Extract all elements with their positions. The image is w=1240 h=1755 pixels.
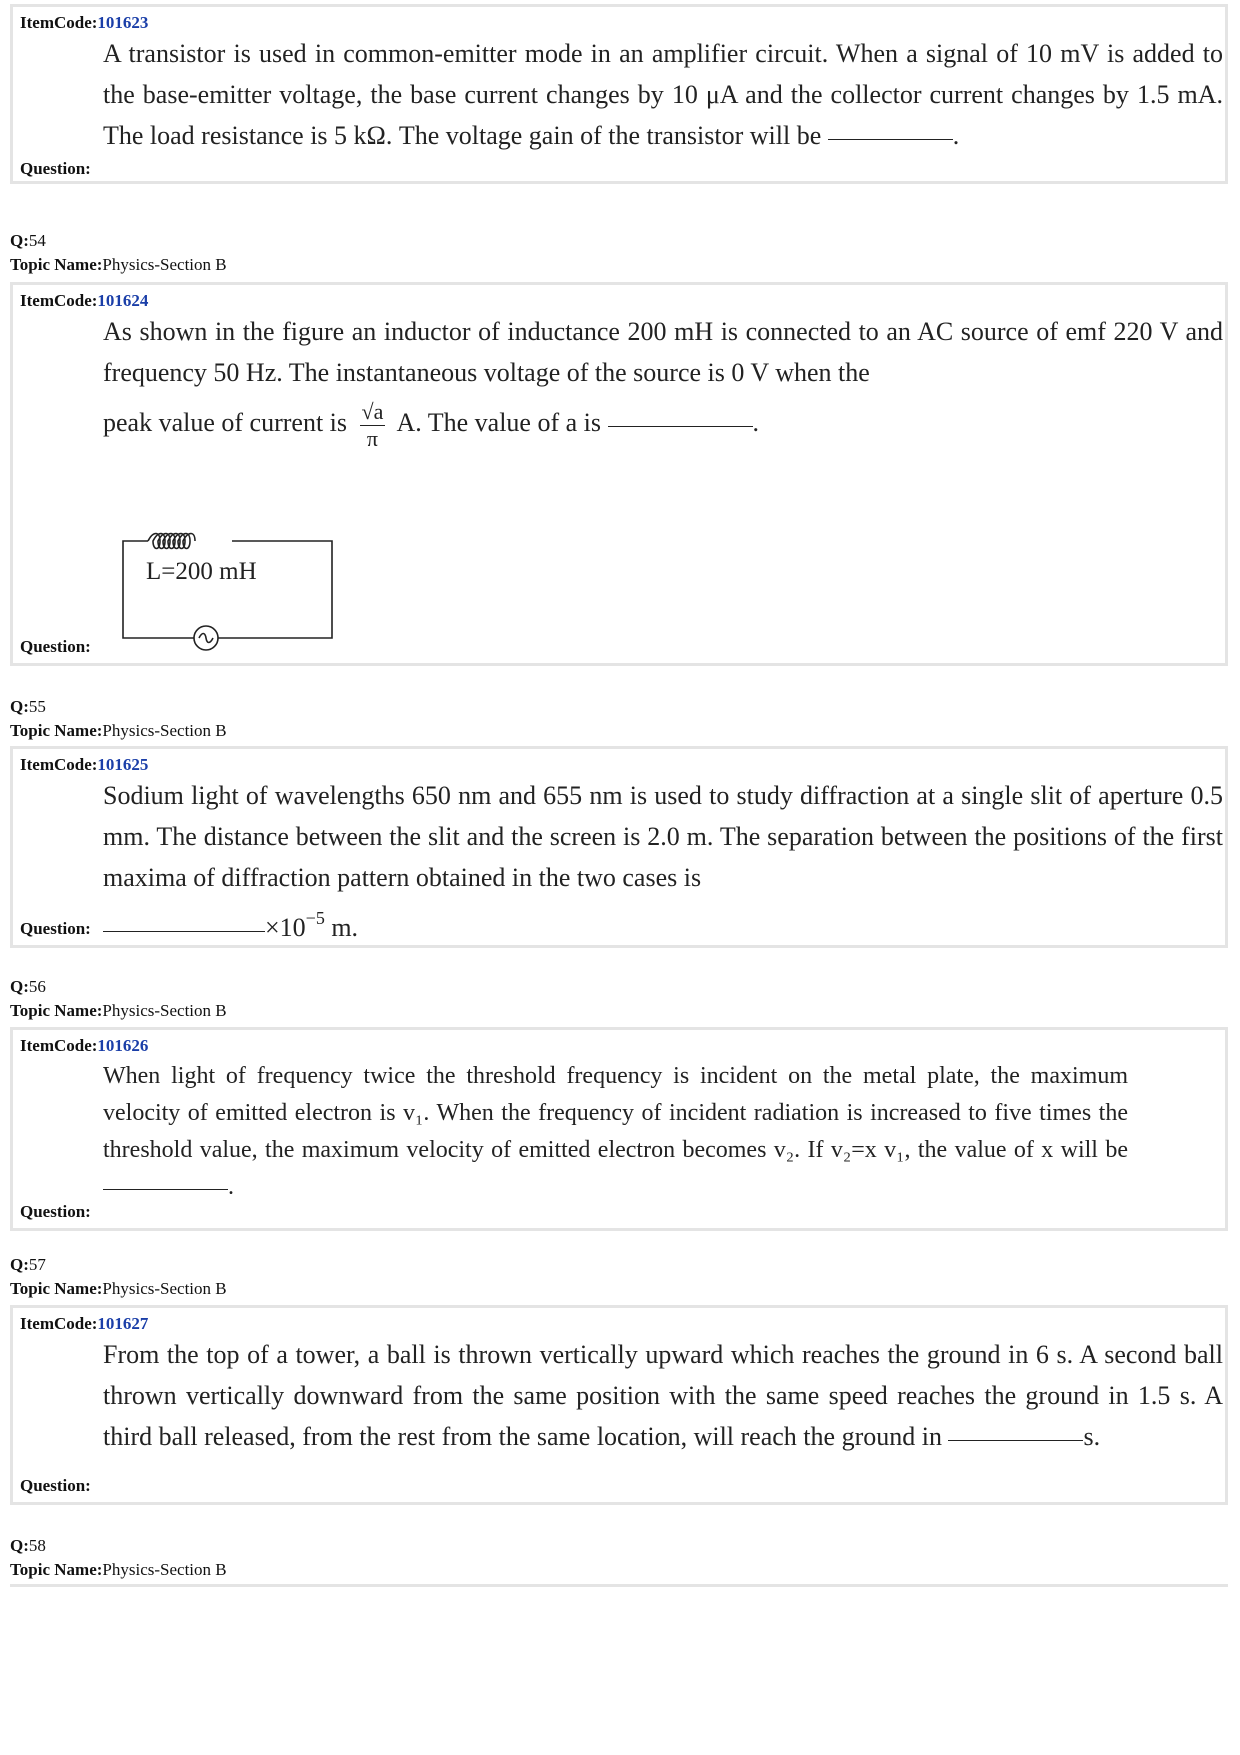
- question-tail: $\times 10^{-5}$ m.: [103, 898, 1223, 948]
- question-text: Sodium light of wavelengths 650 nm and 655 nm is used to study diffraction at a single slit of aperture 0.5 mm. The distance between the slit and the screen is 2.0 m. The separation between the positions of the first maxima of diffraction pattern obtained in the two cases is: [103, 781, 1223, 892]
- item-code: ItemCode:101624: [20, 291, 149, 310]
- question-text: From the top of a tower, a ball is thrown vertically upward which reaches the ground in 6 s. A second ball thrown vertically downward from the same position with the same speed reaches the ground in 1.5 s. A third ball released, from the rest from the same location, will reach the ground in s.: [103, 1340, 1223, 1451]
- question-header: Q:55 Topic Name:Physics-Section B: [10, 697, 227, 740]
- question-card: [10, 1027, 1228, 1231]
- question-label: Question:: [20, 1202, 91, 1221]
- question-header: Q:58 Topic Name:Physics-Section B: [10, 1536, 227, 1579]
- question-header: Q:54 Topic Name:Physics-Section B: [10, 231, 227, 274]
- item-code: ItemCode:101623: [20, 13, 149, 32]
- question-card: [10, 746, 1228, 948]
- item-code: ItemCode:101626: [20, 1036, 149, 1055]
- question-card: [10, 282, 1228, 666]
- inductor-label: L=200 mH: [146, 558, 257, 585]
- question-text-line: peak value of current is $\frac{√a}{\pi}$ A. The value of a is .: [103, 398, 760, 451]
- question-text: As shown in the figure an inductor of inductance 200 mH is connected to an AC source of emf 220 V and frequency 50 Hz. The instantaneous voltage of the source is 0 V when the: [103, 317, 1223, 387]
- item-code: ItemCode:101627: [20, 1314, 149, 1333]
- circuit-figure: [113, 528, 343, 658]
- question-card: [10, 4, 1228, 184]
- question-label: Question:: [20, 1476, 91, 1495]
- question-label: Question:: [20, 919, 91, 938]
- question-header: Q:56 Topic Name:Physics-Section B: [10, 977, 227, 1020]
- item-code: ItemCode:101625: [20, 755, 149, 774]
- fraction: $\frac{√a}{\pi}$: [361, 398, 384, 451]
- question-card: [10, 1305, 1228, 1505]
- question-text: When light of frequency twice the threshold frequency is incident on the metal plate, the maximum velocity of emitted electron is v₁. When the frequency of incident radiation is increased to five times the threshold value, the maximum velocity of emitted electron becomes v₂. If v₂=x v₁, the value of x will be .: [103, 1063, 1128, 1200]
- divider: [10, 1584, 1228, 1587]
- question-header: Q:57 Topic Name:Physics-Section B: [10, 1255, 227, 1298]
- question-label: Question:: [20, 637, 91, 656]
- question-text: A transistor is used in common-emitter mode in an amplifier circuit. When a signal of 10 mV is added to the base-emitter voltage, the base current changes by 10 μA and the collector current changes by 1.5 mA. The load resistance is 5 kΩ. The voltage gain of the transistor will be .: [103, 39, 1223, 150]
- question-label: Question:: [20, 159, 91, 178]
